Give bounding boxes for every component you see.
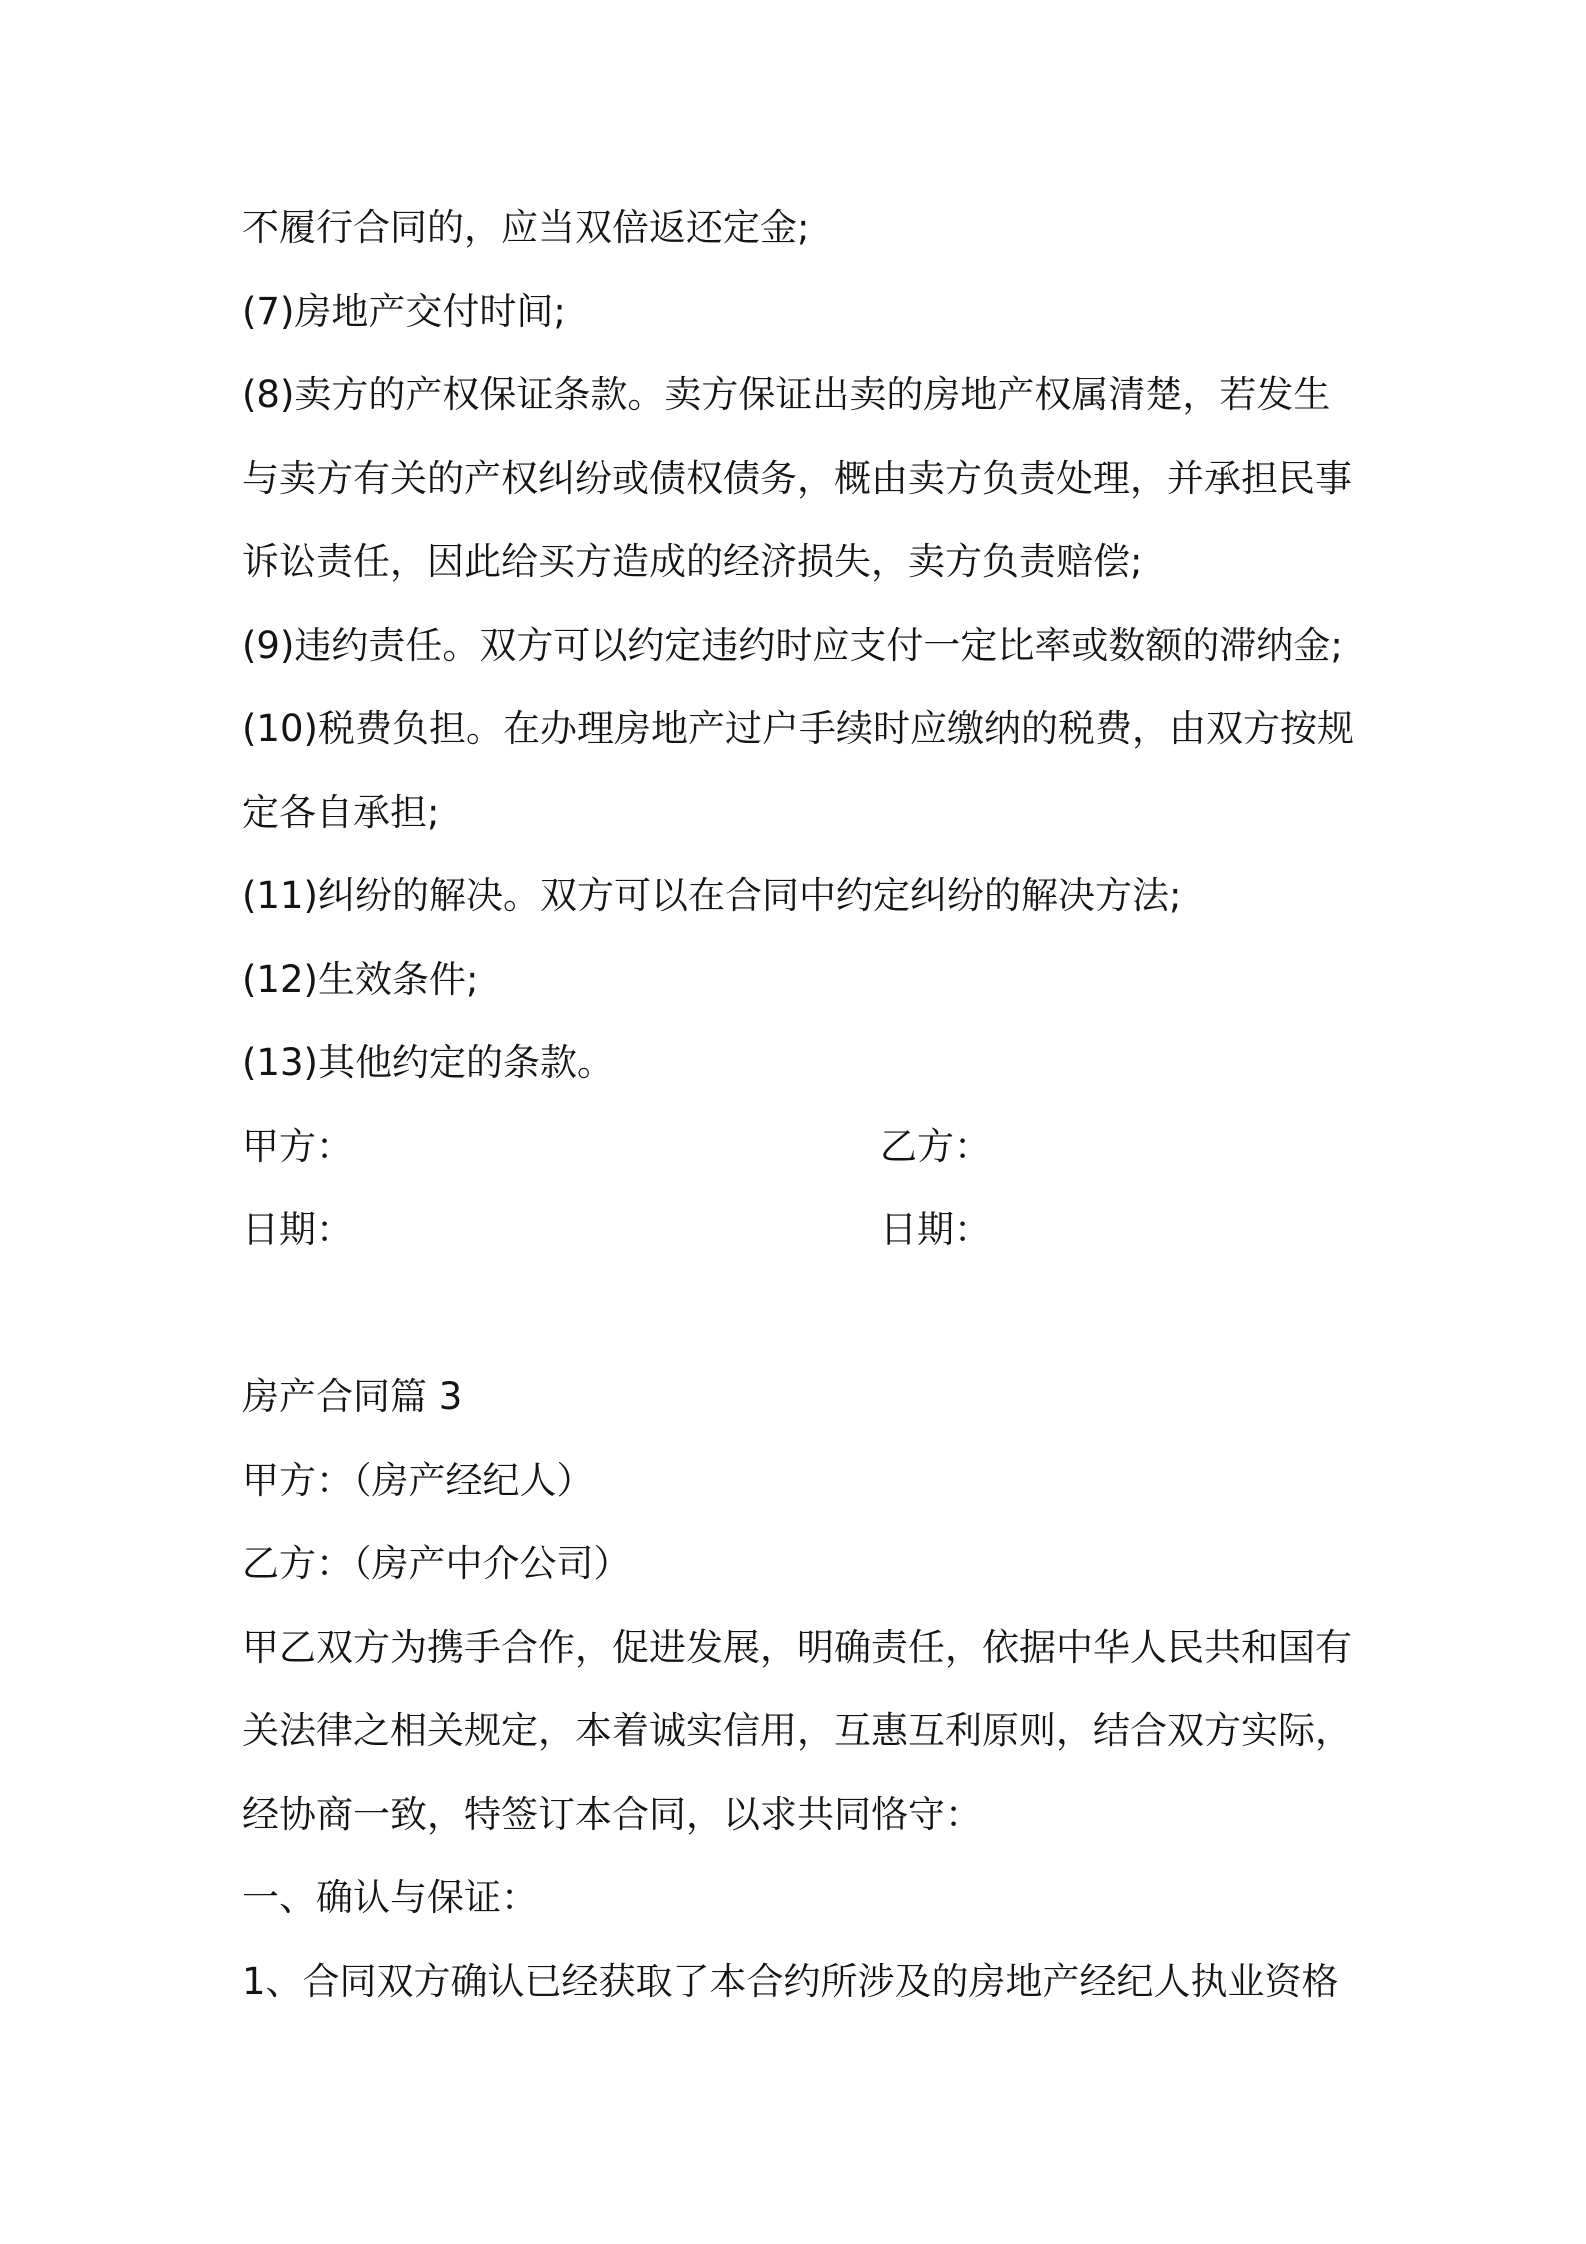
- party-b-date-label: 日期：: [880, 1208, 991, 1251]
- clause-10-line-1: (10)税费负担。在办理房地产过户手续时应缴纳的税费，由双方按规: [242, 707, 1354, 750]
- clause-13: (13)其他约定的条款。: [242, 1041, 614, 1084]
- clause-line: 不履行合同的，应当双倍返还定金;: [242, 206, 810, 249]
- party-a-line: 甲方：（房产经纪人）: [242, 1459, 594, 1502]
- section-title: 房产合同篇 3: [242, 1375, 463, 1418]
- party-a-date-label: 日期：: [242, 1208, 353, 1251]
- item-1: 1、合同双方确认已经获取了本合约所涉及的房地产经纪人执业资格: [242, 1960, 1339, 2003]
- clause-8-line-3: 诉讼责任，因此给买方造成的经济损失，卖方负责赔偿;: [242, 540, 1143, 583]
- clause-11: (11)纠纷的解决。双方可以在合同中约定纠纷的解决方法;: [242, 874, 1182, 917]
- clause-12: (12)生效条件;: [242, 958, 479, 1001]
- party-b-line: 乙方：（房产中介公司）: [242, 1542, 631, 1585]
- heading-confirmation: 一、确认与保证：: [242, 1876, 538, 1919]
- party-a-signature-label: 甲方：: [242, 1125, 353, 1168]
- intro-line-1: 甲乙双方为携手合作，促进发展，明确责任，依据中华人民共和国有: [242, 1626, 1352, 1669]
- clause-7: (7)房地产交付时间;: [242, 290, 566, 333]
- clause-8-line-2: 与卖方有关的产权纠纷或债权债务，概由卖方负责处理，并承担民事: [242, 457, 1352, 500]
- party-b-signature-label: 乙方：: [880, 1125, 991, 1168]
- intro-line-2: 关法律之相关规定，本着诚实信用，互惠互利原则，结合双方实际，: [242, 1709, 1352, 1752]
- clause-10-line-2: 定各自承担;: [242, 791, 440, 834]
- clause-9: (9)违约责任。双方可以约定违约时应支付一定比率或数额的滞纳金;: [242, 624, 1343, 667]
- clause-8-line-1: (8)卖方的产权保证条款。卖方保证出卖的房地产权属清楚，若发生: [242, 373, 1331, 416]
- intro-line-3: 经协商一致，特签订本合同，以求共同恪守：: [242, 1793, 982, 1836]
